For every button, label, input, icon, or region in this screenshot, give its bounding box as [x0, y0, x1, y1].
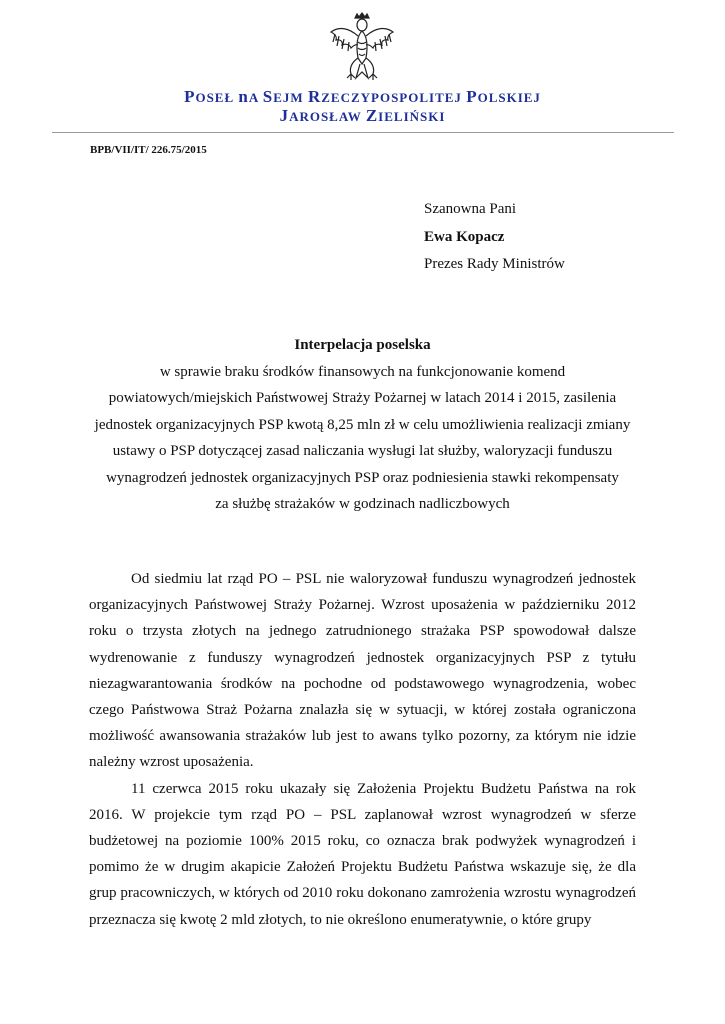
body-paragraph: Od siedmiu lat rząd PO – PSL nie waloryzował funduszu wynagrodzeń jednostek organizacyjnych Państwowej Straży Pożarnej. Wzrost uposażenia w październiku 2012 roku o trzysta złotych na jednego zatrudnionego strażaka PSP spowodował dalsze wydrenowanie z funduszy wynagrodzeń jednostek organizacyjnych PSP z tytułu niezagwarantowania środków na pochodne od podstawowego wynagrodzenia, wobec czego Państwowa Straż Pożarna znalazła się w sytuacji, w której została ograniczona możliwość awansowania strażaków lub jest to awans tylko pozorny, za którym nie idzie należny wzrost uposażenia.	[89, 571, 636, 771]
letter-body	[89, 566, 636, 933]
subject-title: Interpelacja poselska	[294, 337, 431, 353]
subject-line: powiatowych/miejskich Państwowej Straży Pożarnej w latach 2014 i 2015, zasilenia	[108, 390, 617, 406]
addressee-title: Prezes Rady Ministrów	[424, 256, 565, 272]
header-line-name	[0, 106, 725, 126]
header-divider	[52, 132, 674, 133]
subject-line: wynagrodzeń jednostek organizacyjnych PSP oraz podniesienia stawki rekompensaty	[106, 469, 619, 486]
addressee-greeting: Szanowna Pani	[424, 201, 517, 217]
subject-block	[70, 332, 655, 518]
header-word: JAROSŁAW	[279, 106, 362, 125]
header-line-mp	[0, 87, 725, 107]
header-word: ZIELIŃSKI	[365, 106, 446, 125]
body-paragraph: 11 czerwca 2015 roku ukazały się Założenia Projektu Budżetu Państwa na rok 2016. W projekcie tym rząd PO – PSL zaplanował wzrost wynagrodzeń w sferze budżetowej na poziomie 100% 2015 roku, co oznacza brak podwyżek wynagrodzeń i pomimo że w drugim akapicie Założeń Projektu Budżetu Państwa wskazuje się, że dla grup pracowniczych, w których od 2010 roku dokonano zamrożenia wzrostu wynagrodzeń przeznacza się kwotę 2 mld złotych, to nie określono enumeratywnie, o które grupy	[89, 780, 636, 928]
header-word: POLSKIEJ	[466, 87, 541, 106]
subject-line: w sprawie braku środków finansowych na funkcjonowanie komend	[159, 363, 566, 380]
header-word: nA	[238, 87, 259, 106]
subject-line: ustawy o PSP dotyczącej zasad naliczania wysługi lat służby, waloryzacji funduszu	[112, 443, 613, 459]
subject-line: za służbę strażaków w godzinach nadliczbowych	[215, 496, 510, 512]
header-word: SEJM	[262, 87, 304, 106]
header-word: RZECZYPOSPOLITEJ	[307, 87, 462, 106]
polish-eagle-emblem-icon	[327, 12, 397, 86]
subject-line: jednostek organizacyjnych PSP kwotą 8,25 mln zł w celu umożliwienia realizacji zmiany	[94, 416, 631, 433]
header-word: POSEŁ	[184, 87, 235, 106]
addressee-name: Ewa Kopacz	[424, 229, 505, 245]
document-number: BPB/VII/IT/ 226.75/2015	[90, 144, 207, 156]
